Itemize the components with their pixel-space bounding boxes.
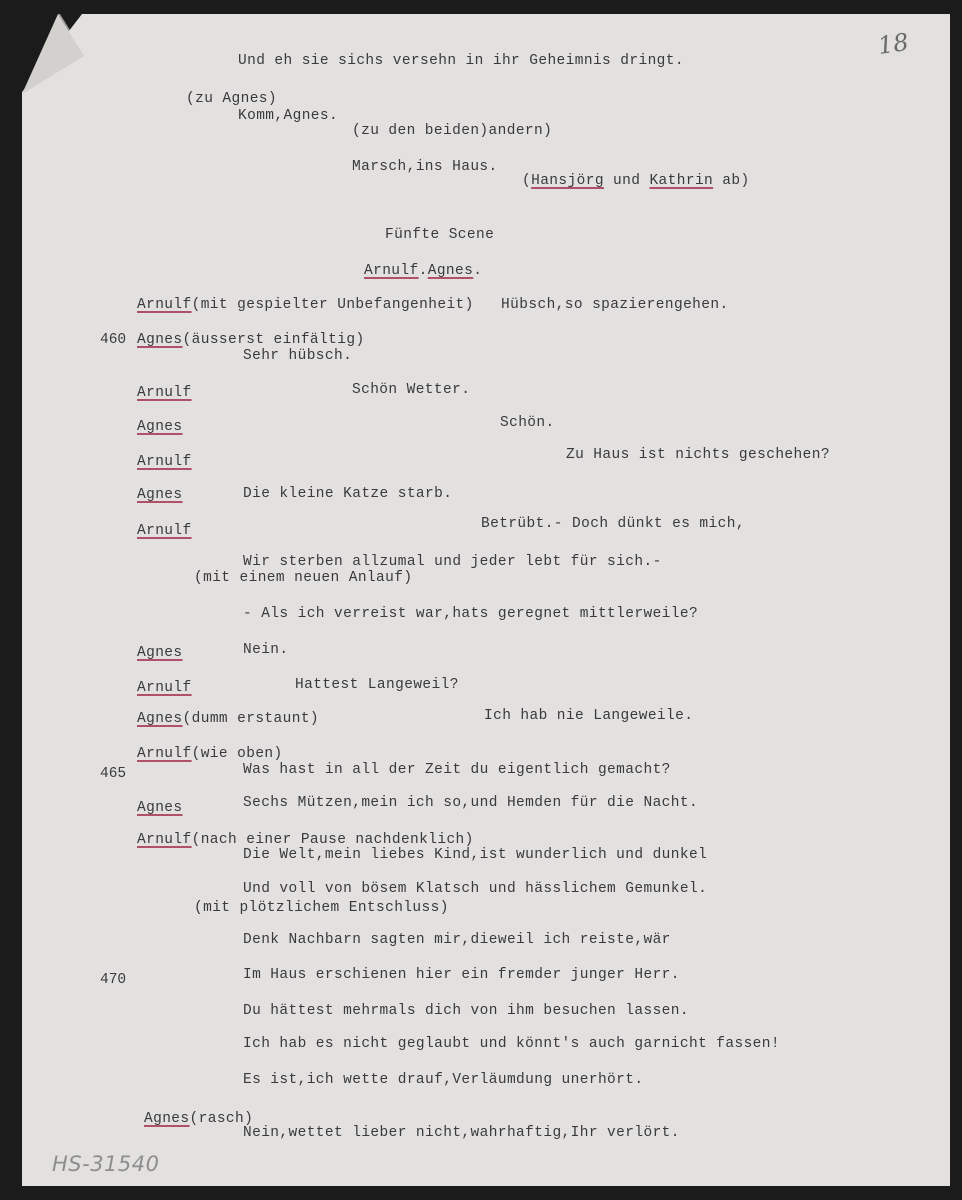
- text-line: [352, 158, 498, 176]
- speaker-name: Arnulf: [137, 297, 192, 313]
- speaker-name: [137, 384, 192, 402]
- speaker-name: Arnulf: [137, 680, 192, 696]
- text-fragment: Nein,wettet lieber nicht,wahrhaftig,Ihr verlört.: [243, 1125, 680, 1141]
- speaker-name: Arnulf: [137, 832, 192, 848]
- text-fragment: Was hast in all der Zeit du eigentlich gemacht?: [243, 762, 671, 778]
- text-fragment: Ich hab nie Langeweile.: [484, 708, 694, 724]
- text-line: [243, 880, 707, 898]
- text-fragment: Hattest Langeweil?: [295, 677, 459, 693]
- speaker-name: Agnes: [144, 1111, 190, 1127]
- speaker-name: [137, 644, 183, 662]
- text-fragment: Denk Nachbarn sagten mir,dieweil ich reiste,wär: [243, 932, 671, 948]
- speaker-name: [137, 418, 183, 436]
- text-fragment: (: [522, 173, 532, 189]
- text-line: [243, 931, 671, 949]
- scene-characters: [364, 262, 482, 280]
- text-fragment: Schön.: [500, 415, 555, 431]
- speaker-name: [137, 799, 183, 817]
- speaker-name: Agnes: [137, 419, 183, 435]
- text-line: [243, 761, 671, 779]
- speaker-name: Agnes: [137, 711, 183, 727]
- text-fragment: (zu den beiden)andern): [352, 123, 553, 139]
- text-fragment: (mit plötzlichem Entschluss): [194, 900, 449, 916]
- text-line: [243, 846, 707, 864]
- text-fragment: Es ist,ich wette drauf,Verläumdung unerhört.: [243, 1072, 644, 1088]
- text-line: [243, 794, 698, 812]
- speaker-name: Agnes: [137, 645, 183, 661]
- page-number: 18: [876, 28, 911, 60]
- text-fragment: Ich hab es nicht geglaubt und könnt's auch garnicht fassen!: [243, 1036, 780, 1052]
- text-line: [243, 641, 289, 659]
- text-line: [295, 676, 459, 694]
- speaker-name: Arnulf: [364, 263, 419, 279]
- text-fragment: Nein.: [243, 642, 289, 658]
- speaker-name: Arnulf: [137, 385, 192, 401]
- text-fragment: (mit gespielter Unbefangenheit) Hübsch,so spazierengehen.: [191, 297, 729, 313]
- stage-direction: [186, 90, 277, 108]
- speaker-name: Agnes: [427, 263, 474, 279]
- speaker-name: Hansjörg: [531, 173, 604, 189]
- text-line: [500, 414, 555, 432]
- text-line: [243, 1124, 680, 1142]
- speaker-name: Arnulf: [137, 746, 192, 762]
- text-fragment: Sehr hübsch.: [243, 348, 353, 364]
- text-fragment: Betrübt.- Doch dünkt es mich,: [481, 516, 745, 532]
- text-line: [243, 1035, 780, 1053]
- text-line: [243, 1071, 643, 1089]
- stage-direction: [522, 172, 750, 190]
- text-fragment: Im Haus erschienen hier ein fremder junger Herr.: [243, 967, 680, 983]
- speaker-name: Agnes: [137, 800, 183, 816]
- dialogue-line: [137, 296, 729, 314]
- speaker-name: Agnes: [137, 487, 183, 503]
- text-fragment: .: [418, 263, 428, 279]
- text-line: [243, 966, 680, 984]
- text-fragment: und: [603, 173, 650, 189]
- text-line: [566, 446, 830, 464]
- text-fragment: (zu Agnes): [186, 91, 278, 107]
- text-fragment: .: [473, 263, 483, 279]
- line-number-465: 465: [100, 766, 127, 782]
- text-fragment: Sechs Mützen,mein ich so,und Hemden für die Nacht.: [243, 795, 699, 811]
- text-fragment: (dumm erstaunt): [182, 711, 320, 727]
- text-fragment: Und eh sie sichs versehn in ihr Geheimnis dringt.: [238, 53, 684, 69]
- speaker-name: [137, 522, 192, 540]
- speaker-line: [137, 710, 319, 728]
- line-number-470: 470: [100, 972, 127, 988]
- stage-direction: [352, 122, 552, 140]
- speaker-name: Arnulf: [137, 523, 192, 539]
- text-fragment: Du hättest mehrmals dich von ihm besuchen lassen.: [243, 1003, 689, 1019]
- text-fragment: Schön Wetter.: [352, 382, 471, 398]
- text-fragment: (mit einem neuen Anlauf): [194, 570, 413, 586]
- text-fragment: Und voll von bösem Klatsch und hässlichem Gemunkel.: [243, 881, 708, 897]
- line-number-460: 460: [100, 332, 127, 348]
- stage-direction: [194, 899, 449, 917]
- text-fragment: Fünfte Scene: [385, 227, 495, 243]
- text-fragment: - Als ich verreist war,hats geregnet mittlerweile?: [243, 606, 699, 622]
- scene-heading: [385, 226, 494, 244]
- text-line: [243, 347, 352, 365]
- text-fragment: Die Welt,mein liebes Kind,ist wunderlich und dunkel: [243, 847, 708, 863]
- stage-direction: [194, 569, 412, 587]
- text-fragment: Komm,Agnes.: [238, 108, 339, 124]
- text-fragment: (nach einer Pause nachdenklich): [191, 832, 474, 848]
- speaker-name: Kathrin: [649, 173, 714, 189]
- speaker-name: [137, 486, 183, 504]
- text-line: [352, 381, 470, 399]
- text-line: [243, 605, 698, 623]
- text-fragment: Zu Haus ist nichts geschehen?: [566, 447, 830, 463]
- text-fragment: (wie oben): [191, 746, 283, 762]
- speaker-name: Arnulf: [137, 454, 192, 470]
- speaker-line: [144, 1110, 253, 1128]
- text-line: [484, 707, 693, 725]
- text-fragment: (rasch): [189, 1111, 254, 1127]
- text-line: [238, 52, 684, 70]
- speaker-name: [137, 453, 192, 471]
- shelfmark: HS-31540: [52, 1152, 160, 1176]
- text-line: [243, 485, 452, 503]
- text-fragment: Die kleine Katze starb.: [243, 486, 453, 502]
- text-fragment: Wir sterben allzumal und jeder lebt für sich.-: [243, 554, 662, 570]
- text-fragment: ab): [713, 173, 750, 189]
- text-line: [243, 1002, 689, 1020]
- text-fragment: Marsch,ins Haus.: [352, 159, 498, 175]
- speaker-name: [137, 679, 192, 697]
- text-line: [481, 515, 745, 533]
- text-line: [238, 107, 338, 125]
- speaker-name: Agnes: [137, 332, 183, 348]
- text-fragment: (äusserst einfältig): [182, 332, 365, 348]
